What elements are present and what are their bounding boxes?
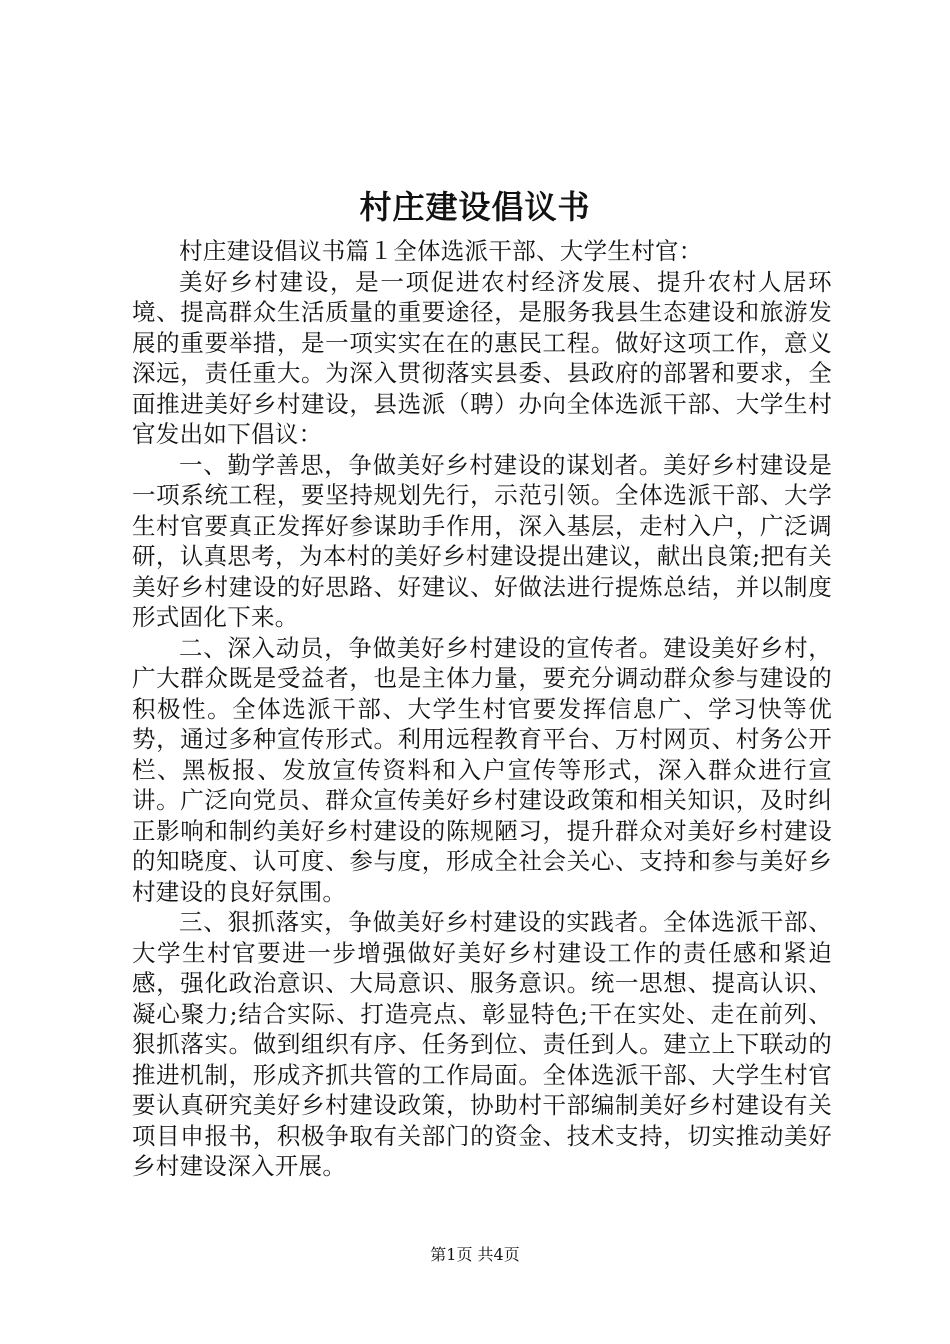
document-body [132, 236, 832, 1182]
page-number-footer: 第1页 共4页 [430, 1245, 520, 1264]
paragraph-point-three: 三、狠抓落实，争做美好乡村建设的实践者。全体选派干部、大学生村官要进一步增强做好美好乡村建设工作的责任感和紧迫感，强化政治意识、大局意识、服务意识。统一思想、提高认识、凝心聚力;结合实际、打造亮点、彰显特色;干在实处、走在前列、狠抓落实。做到组织有序、任务到位、责任到人。建立上下联动的推进机制，形成齐抓共管的工作局面。全体选派干部、大学生村官要认真研究美好乡村建设政策，协助村干部编制美好乡村建设有关项目申报书，积极争取有关部门的资金、技术支持，切实推动美好乡村建设深入开展。 [132, 908, 832, 1180]
document-title: 村庄建设倡议书 [359, 188, 591, 226]
paragraph-point-one: 一、勤学善思，争做美好乡村建设的谋划者。美好乡村建设是一项系统工程，要坚持规划先行，示范引领。全体选派干部、大学生村官要真正发挥好参谋助手作用，深入基层，走村入户，广泛调研，认真思考，为本村的美好乡村建设提出建议，献出良策;把有关美好乡村建设的好思路、好建议、好做法进行提炼总结，并以制度形式固化下来。 [132, 450, 832, 631]
paragraph-salutation: 村庄建设倡议书篇１全体选派干部、大学生村官： [179, 237, 703, 265]
paragraph-point-two: 二、深入动员，争做美好乡村建设的宣传者。建设美好乡村，广大群众既是受益者，也是主体力量，要充分调动群众参与建设的积极性。全体选派干部、大学生村官要发挥信息广、学习快等优势，通过多种宣传形式。利用远程教育平台、万村网页、村务公开栏、黑板报、发放宣传资料和入户宣传等形式，深入群众进行宣讲。广泛向党员、群众宣传美好乡村建设政策和相关知识，及时纠正影响和制约美好乡村建设的陈规陋习，提升群众对美好乡村建设的知晓度、认可度、参与度，形成全社会关心、支持和参与美好乡村建设的良好氛围。 [132, 633, 832, 906]
paragraph-intro: 美好乡村建设，是一项促进农村经济发展、提升农村人居环境、提高群众生活质量的重要途径，是服务我县生态建设和旅游发展的重要举措，是一项实实在在的惠民工程。做好这项工作，意义深远，责任重大。为深入贯彻落实县委、县政府的部署和要求，全面推进美好乡村建设，县选派（聘）办向全体选派干部、大学生村官发出如下倡议： [132, 267, 832, 448]
